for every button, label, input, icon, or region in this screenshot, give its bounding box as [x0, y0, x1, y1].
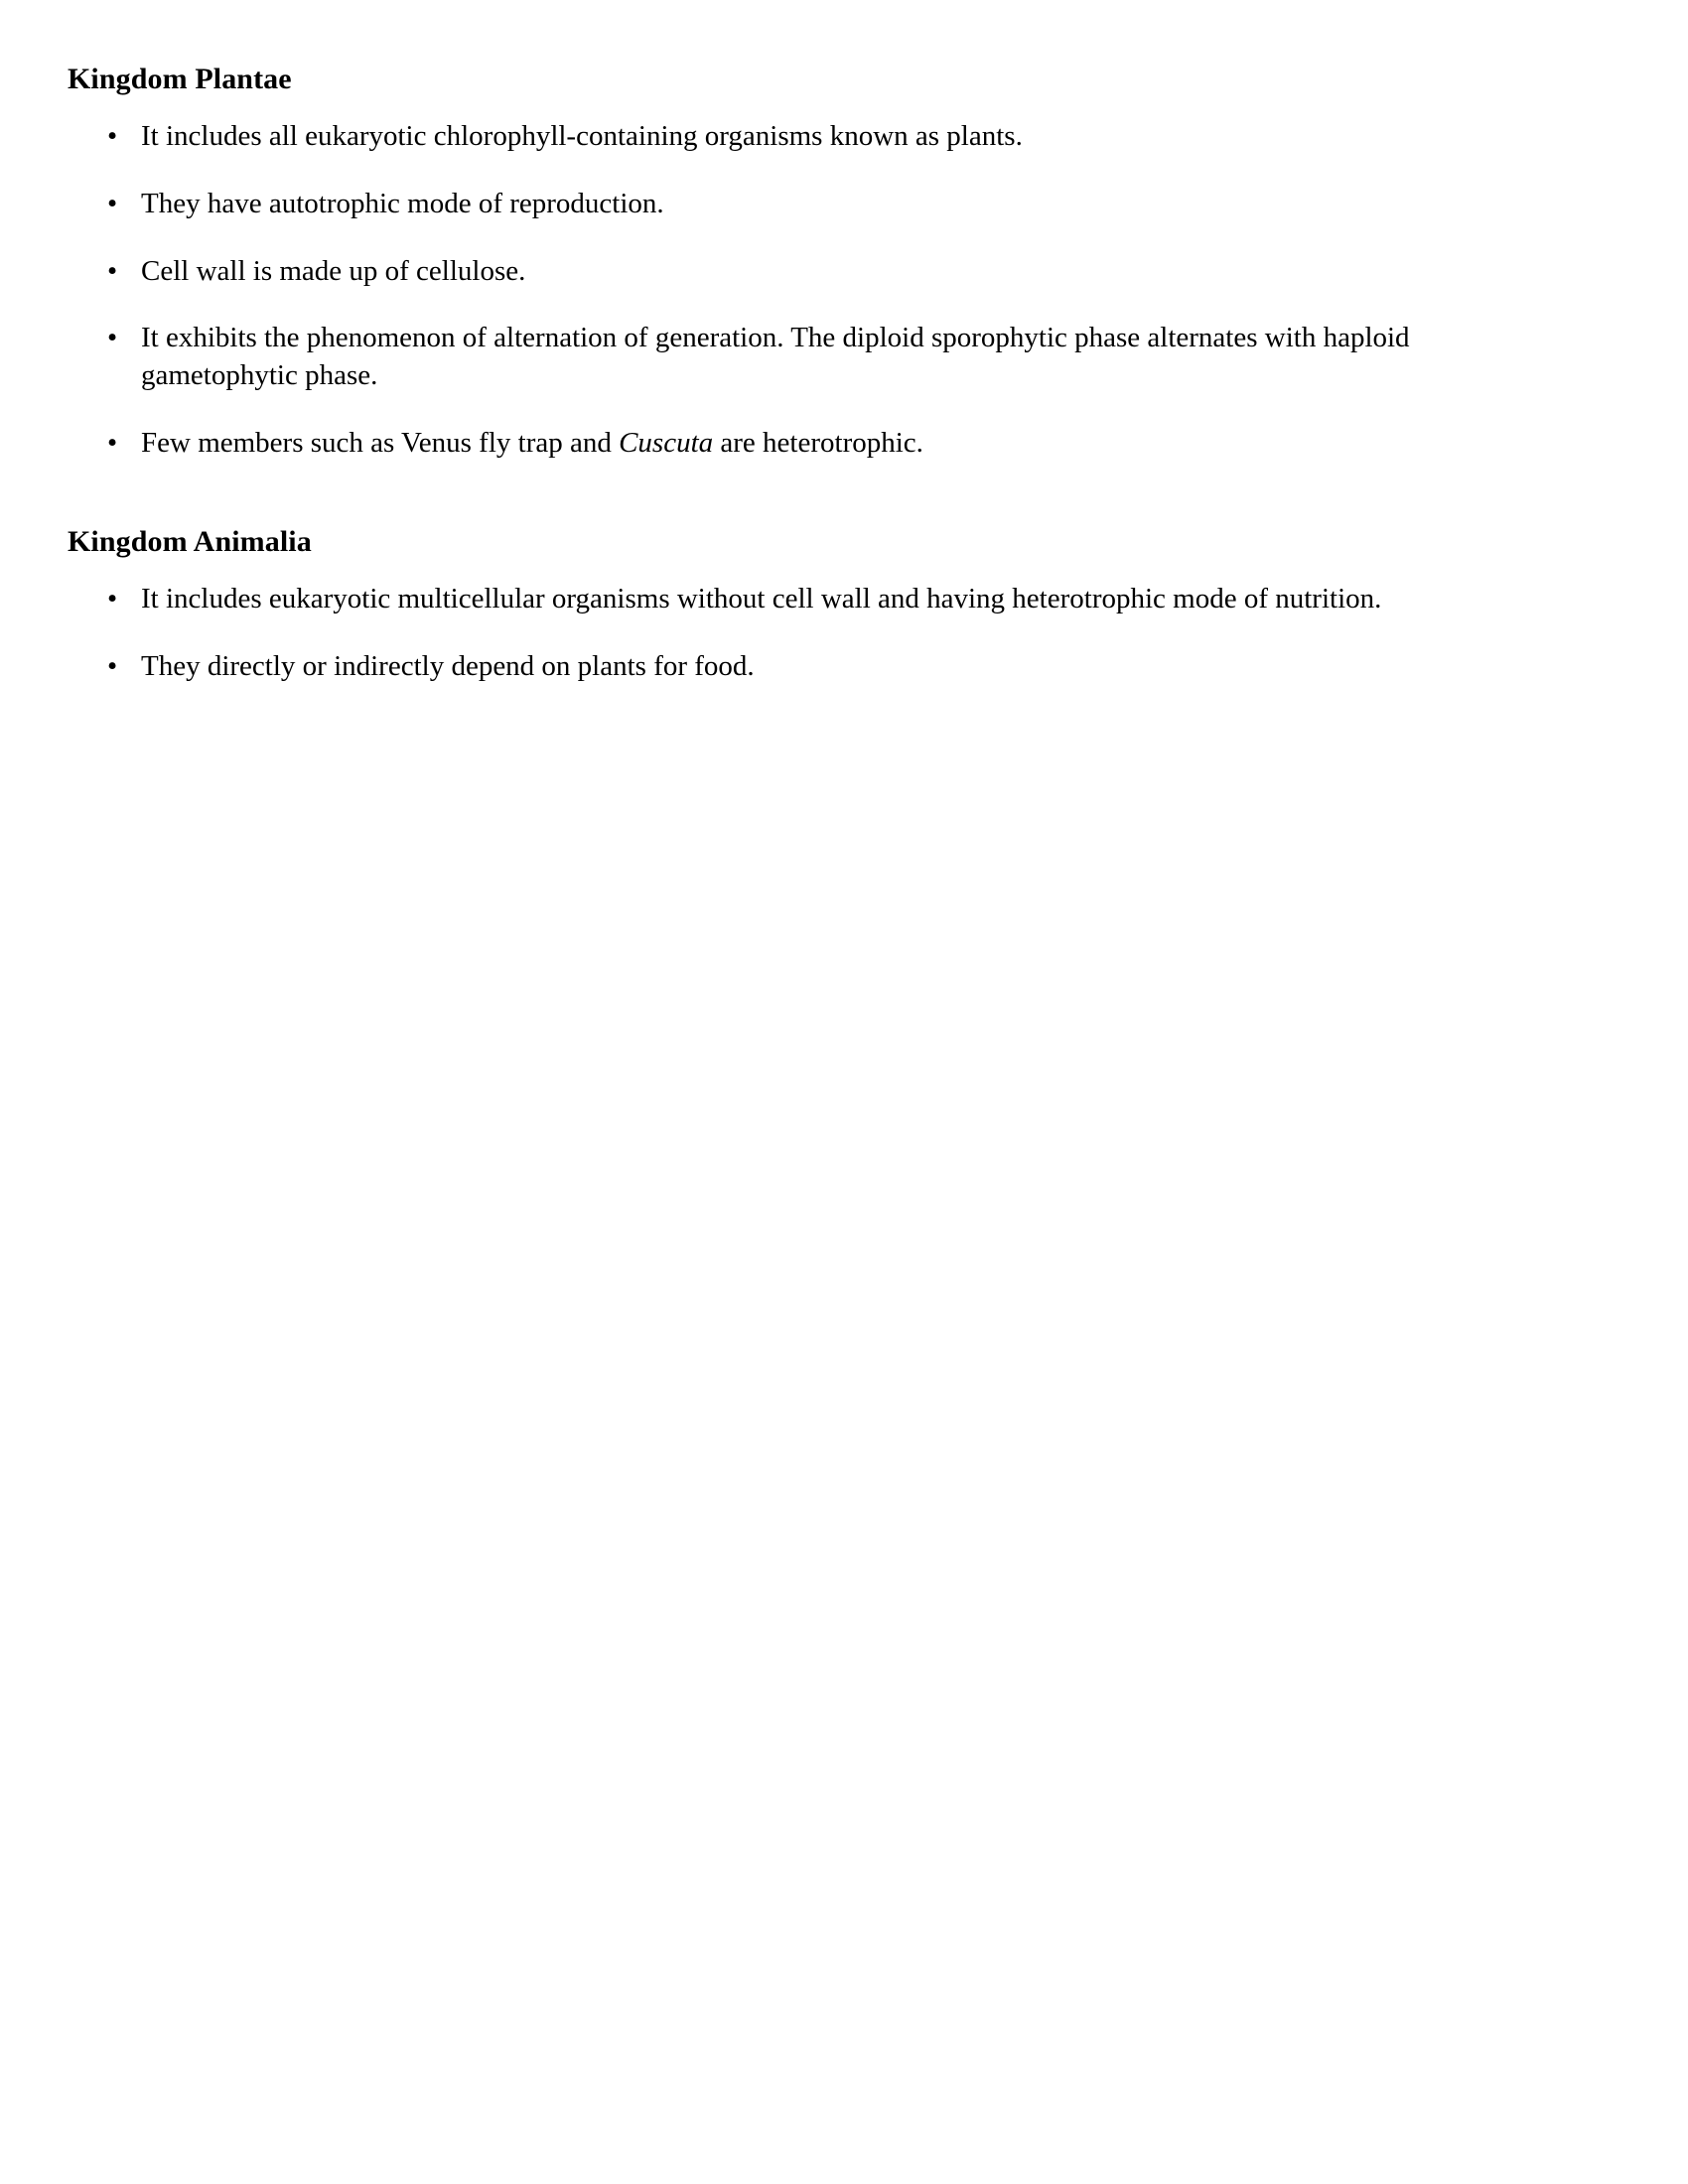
bullet-list-animalia — [68, 581, 1537, 685]
bullet-text — [141, 425, 1537, 463]
bullet-point-icon: • — [107, 254, 118, 287]
bullet-point-icon: • — [107, 649, 118, 682]
section-kingdom-animalia — [68, 524, 1537, 686]
list-item — [68, 648, 1537, 686]
list-item — [68, 320, 1521, 394]
bullet-text: They have autotrophic mode of reproduction. — [141, 188, 664, 220]
list-item — [68, 581, 1486, 618]
heading-kingdom-plantae: Kingdom Plantae — [68, 63, 292, 95]
bullet-point-icon: • — [107, 322, 118, 354]
bullet-text: They directly or indirectly depend on plants for food. — [141, 649, 755, 682]
list-item — [68, 425, 1537, 463]
scientific-name-cuscuta: Cuscuta — [619, 426, 714, 459]
bullet-text-tail: are heterotrophic. — [713, 426, 923, 459]
bullet-text: It includes eukaryotic multicellular organisms without cell wall and having heterotrophic mode of nutrition. — [141, 582, 1382, 614]
bullet-text: Cell wall is made up of cellulose. — [141, 254, 526, 287]
bullet-point-icon: • — [107, 426, 118, 459]
bullet-text: It includes all eukaryotic chlorophyll-containing organisms known as plants. — [141, 120, 1023, 153]
list-item — [68, 118, 1537, 156]
list-item — [68, 253, 1537, 291]
bullet-point-icon: • — [107, 188, 118, 220]
bullet-list-plantae — [68, 118, 1537, 462]
document-body — [68, 62, 1537, 685]
list-item — [68, 186, 1537, 223]
bullet-text-lead: Few members such as Venus fly trap and — [141, 426, 620, 459]
bullet-text: It exhibits the phenomenon of alternation of generation. The diploid sporophytic phase alternates with haploid gametophytic phase. — [141, 322, 1410, 392]
bullet-point-icon: • — [107, 582, 118, 614]
section-kingdom-plantae — [68, 62, 1537, 463]
heading-kingdom-animalia: Kingdom Animalia — [68, 524, 312, 558]
bullet-point-icon: • — [107, 120, 118, 153]
